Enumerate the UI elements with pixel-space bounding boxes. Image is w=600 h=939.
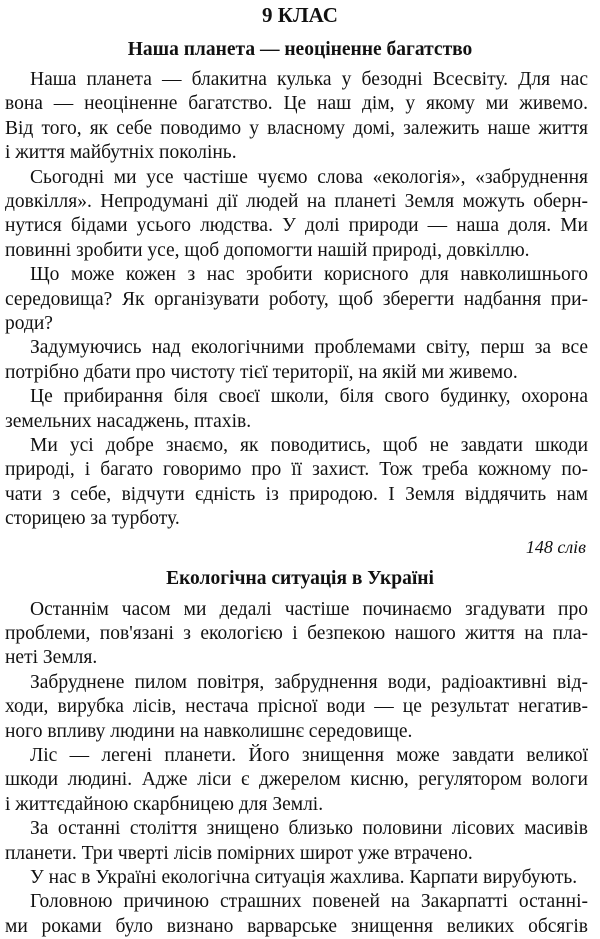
section2-title: Екологічна ситуація в Україні: [166, 567, 434, 589]
text-line: проблеми, пов'язані з екологією і безпекою нашого життя на пла-: [5, 623, 588, 644]
section1-title: Наша планета — неоціненне багатство: [127, 39, 473, 60]
text-line: Від того, як себе поводимо у власному домі, залежить наше життя: [5, 117, 588, 139]
text-line: Ми усі добре знаємо, як поводитись, щоб не завдати шкоди: [30, 435, 588, 456]
text-line: Останнім часом ми дедалі частіше починаємо згадувати про: [30, 598, 588, 620]
text-line: природі, і багато говоримо про її захист. Тож треба кожному по-: [5, 459, 588, 481]
text-line: довкілля». Непродумані дії людей на планеті Земля можуть оберн-: [5, 191, 588, 212]
text-line: вона — неоціненне багатство. Це наш дім, у якому ми живемо.: [5, 93, 588, 115]
word-count: 148 слів: [525, 536, 586, 557]
text-line: середовища? Як організувати роботу, щоб зберегти надбання при-: [5, 288, 588, 310]
grade-heading: 9 КЛАС: [262, 3, 338, 27]
text-line: Сьогодні ми усе частіше чуємо слова «екологія», «забруднення: [30, 166, 588, 188]
text-line: нутися бідами усього людства. У долі природи — наша доля. Ми: [5, 215, 588, 237]
text-line: Ліс — легені планети. Його знищення може завдати великої: [30, 745, 588, 766]
text-line: чати з себе, відчути єдність із природою. І Земля віддячить нам: [5, 483, 588, 505]
text-line: Головною причиною страшних повеней на Закарпатті останні-: [30, 891, 588, 913]
text-line: ходи, вирубка лісів, нестача прісної води — це результат негатив-: [5, 696, 588, 718]
text-line: Задумуючись над екологічними проблемами світу, перш за все: [30, 337, 588, 359]
text-line: земельних насаджень, птахів.: [5, 410, 252, 432]
text-line: ми роками було визнано варварське знищення великих обсягів: [5, 915, 588, 937]
text-line: повинні зробити усе, щоб допомогти нашій природі, довкіллю.: [5, 239, 530, 261]
text-line: Що може кожен з нас зробити корисного для навколишнього: [30, 264, 588, 286]
text-line: сторицею за турботу.: [5, 508, 180, 530]
text-line: і життєдайною скарбницею для Землі.: [5, 793, 324, 815]
text-line: Це прибирання біля своєї школи, біля свого будинку, охорона: [30, 386, 588, 408]
text-line: ного впливу людини на навколишнє середовище.: [5, 720, 413, 742]
text-line: планети. Три чверті лісів помірних широт уже втрачено.: [5, 842, 473, 864]
text-line: шкоди людині. Адже ліси є джерелом кисню, регулятором вологи: [5, 769, 588, 791]
text-line: Забруднене пилом повітря, забруднення води, радіоактивні від-: [30, 671, 588, 693]
text-line: роди?: [5, 313, 53, 334]
text-line: За останні століття знищено близько половини лісових масивів: [30, 818, 588, 840]
text-line: У нас в Україні екологічна ситуація жахлива. Карпати вирубують.: [30, 867, 578, 888]
text-line: і життя майбутніх поколінь.: [5, 142, 237, 164]
text-line: неті Земля.: [5, 647, 98, 669]
text-line: потрібно дбати про чистоту тієї території, на якій ми живемо.: [5, 361, 518, 383]
text-line: Наша планета — блакитна кулька у безодні Всесвіту. Для нас: [30, 69, 588, 90]
